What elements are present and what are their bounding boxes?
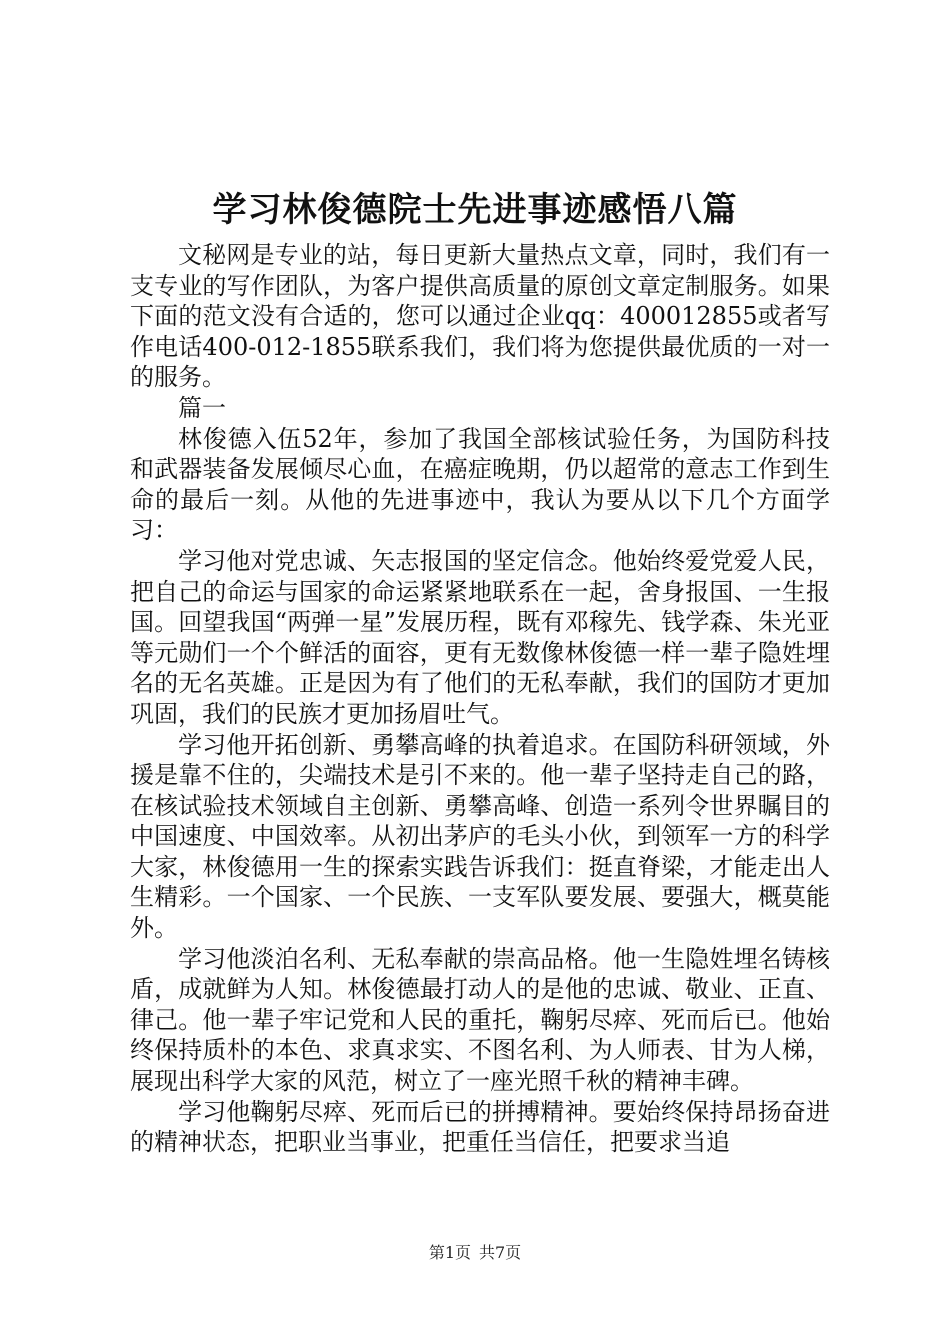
intro-paragraph: 文秘网是专业的站，每日更新大量热点文章，同时，我们有一支专业的写作团队，为客户提供高质量的原创文章定制服务。如果下面的范文没有合适的，您可以通过企业qq：400012855或者写作电话400-012-1855联系我们，我们将为您提供最优质的一对一的服务。 (130, 241, 830, 392)
document-title: 学习林俊德院士先进事迹感悟八篇 (212, 190, 738, 230)
body-paragraph: 学习他淡泊名利、无私奉献的崇高品格。他一生隐姓埋名铸核盾，成就鲜为人知。林俊德最打动人的是他的忠诚、敬业、正直、律己。他一辈子牢记党和人民的重托，鞠躬尽瘁、死而后已。他始终保持质朴的本色、求真求实、不图名利、为人师表、甘为人梯，展现出科学大家的风范，树立了一座光照千秋的精神丰碑。 (130, 944, 830, 1096)
body-paragraph: 学习他开拓创新、勇攀高峰的执着追求。在国防科研领域，外援是靠不住的，尖端技术是引不来的。他一辈子坚持走自己的路，在核试验技术领域自主创新、勇攀高峰、创造一系列令世界瞩目的中国速度、中国效率。从初出茅庐的毛头小伙，到领军一方的科学大家，林俊德用一生的探索实践告诉我们：挺直脊梁，才能走出人生精彩。一个国家、一个民族、一支军队要发展、要强大，概莫能外。 (130, 730, 830, 943)
page-footer (0, 1242, 950, 1264)
body-paragraph: 林俊德入伍52年，参加了我国全部核试验任务，为国防科技和武器装备发展倾尽心血，在癌症晚期，仍以超常的意志工作到生命的最后一刻。从他的先进事迹中，我认为要从以下几个方面学习： (130, 424, 830, 545)
page-total: 共7页 (479, 1243, 522, 1262)
document-body (130, 240, 830, 1158)
section-label: 篇一 (178, 393, 226, 422)
body-paragraph: 学习他鞠躬尽瘁、死而后已的拼搏精神。要始终保持昂扬奋进的精神状态，把职业当事业，把重任当信任，把要求当追 (130, 1097, 830, 1157)
body-paragraph: 学习他对党忠诚、矢志报国的坚定信念。他始终爱党爱人民，把自己的命运与国家的命运紧紧地联系在一起，舍身报国、一生报国。回望我国“两弹一星”发展历程，既有邓稼先、钱学森、朱光亚等元勋们一个个鲜活的面容，更有无数像林俊德一样一辈子隐姓埋名的无名英雄。正是因为有了他们的无私奉献，我们的国防才更加巩固，我们的民族才更加扬眉吐气。 (130, 546, 830, 728)
page-number: 第1页 (428, 1243, 471, 1262)
